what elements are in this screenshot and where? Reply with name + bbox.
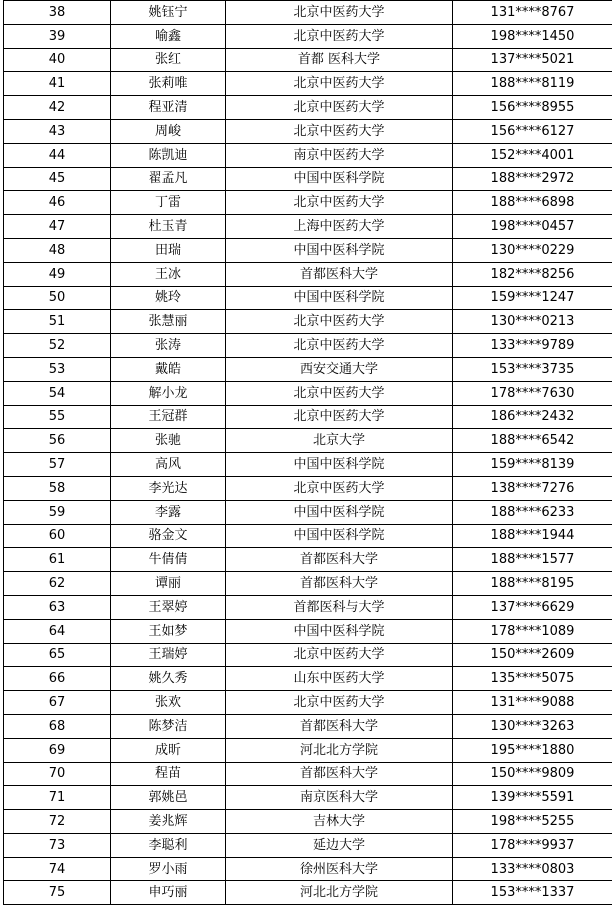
table-row <box>4 24 612 48</box>
cell-phone: 178****7630 <box>453 381 612 405</box>
cell-name: 程苗 <box>111 762 226 786</box>
cell-name: 周峻 <box>111 119 226 143</box>
cell-number: 44 <box>4 143 111 167</box>
cell-school: 南京中医药大学 <box>226 143 453 167</box>
cell-phone: 188****6542 <box>453 429 612 453</box>
cell-number: 53 <box>4 357 111 381</box>
table-row <box>4 167 612 191</box>
cell-phone: 159****1247 <box>453 286 612 310</box>
cell-phone: 131****8767 <box>453 1 612 25</box>
cell-name: 王翠婷 <box>111 595 226 619</box>
cell-school: 首都医科大学 <box>226 714 453 738</box>
cell-number: 62 <box>4 572 111 596</box>
cell-school: 首都医科大学 <box>226 262 453 286</box>
cell-school: 西安交通大学 <box>226 357 453 381</box>
table-row <box>4 143 612 167</box>
cell-name: 陈凯迪 <box>111 143 226 167</box>
cell-name: 张莉唯 <box>111 72 226 96</box>
roster-table-body <box>4 1 612 905</box>
cell-phone: 156****8955 <box>453 96 612 120</box>
cell-number: 52 <box>4 334 111 358</box>
cell-number: 43 <box>4 119 111 143</box>
cell-school: 吉林大学 <box>226 810 453 834</box>
cell-phone: 188****8195 <box>453 572 612 596</box>
table-row <box>4 714 612 738</box>
table-row <box>4 1 612 25</box>
cell-school: 南京医科大学 <box>226 786 453 810</box>
cell-number: 64 <box>4 619 111 643</box>
cell-school: 北京中医药大学 <box>226 643 453 667</box>
cell-name: 姚玲 <box>111 286 226 310</box>
cell-number: 55 <box>4 405 111 429</box>
cell-phone: 198****5255 <box>453 810 612 834</box>
cell-number: 71 <box>4 786 111 810</box>
cell-school: 北京中医药大学 <box>226 310 453 334</box>
cell-phone: 188****1944 <box>453 524 612 548</box>
table-row <box>4 262 612 286</box>
cell-number: 70 <box>4 762 111 786</box>
cell-number: 46 <box>4 191 111 215</box>
cell-school: 中国中医科学院 <box>226 524 453 548</box>
cell-name: 成昕 <box>111 738 226 762</box>
cell-phone: 188****2972 <box>453 167 612 191</box>
cell-phone: 138****7276 <box>453 476 612 500</box>
table-row <box>4 548 612 572</box>
cell-number: 42 <box>4 96 111 120</box>
cell-phone: 150****2609 <box>453 643 612 667</box>
cell-name: 郭姚邑 <box>111 786 226 810</box>
cell-name: 王冠群 <box>111 405 226 429</box>
cell-name: 丁雷 <box>111 191 226 215</box>
cell-name: 王如梦 <box>111 619 226 643</box>
cell-school: 上海中医药大学 <box>226 215 453 239</box>
cell-number: 69 <box>4 738 111 762</box>
cell-school: 北京中医药大学 <box>226 119 453 143</box>
cell-name: 姚久秀 <box>111 667 226 691</box>
cell-number: 68 <box>4 714 111 738</box>
cell-school: 延边大学 <box>226 833 453 857</box>
table-row <box>4 381 612 405</box>
cell-phone: 131****9088 <box>453 691 612 715</box>
cell-school: 河北北方学院 <box>226 881 453 905</box>
cell-school: 首都医科大学 <box>226 548 453 572</box>
cell-number: 49 <box>4 262 111 286</box>
table-row <box>4 595 612 619</box>
cell-number: 67 <box>4 691 111 715</box>
cell-phone: 153****1337 <box>453 881 612 905</box>
cell-school: 北京中医药大学 <box>226 334 453 358</box>
cell-phone: 153****3735 <box>453 357 612 381</box>
cell-phone: 137****5021 <box>453 48 612 72</box>
table-row <box>4 857 612 881</box>
cell-phone: 188****1577 <box>453 548 612 572</box>
table-row <box>4 191 612 215</box>
table-row <box>4 881 612 905</box>
cell-phone: 198****0457 <box>453 215 612 239</box>
cell-number: 39 <box>4 24 111 48</box>
cell-name: 张驰 <box>111 429 226 453</box>
cell-name: 罗小雨 <box>111 857 226 881</box>
cell-school: 北京中医药大学 <box>226 96 453 120</box>
cell-phone: 130****0229 <box>453 238 612 262</box>
table-row <box>4 334 612 358</box>
cell-name: 谭丽 <box>111 572 226 596</box>
table-row <box>4 310 612 334</box>
cell-number: 66 <box>4 667 111 691</box>
table-row <box>4 572 612 596</box>
cell-name: 王冰 <box>111 262 226 286</box>
cell-number: 51 <box>4 310 111 334</box>
cell-name: 解小龙 <box>111 381 226 405</box>
table-row <box>4 453 612 477</box>
cell-number: 73 <box>4 833 111 857</box>
cell-phone: 139****5591 <box>453 786 612 810</box>
cell-number: 47 <box>4 215 111 239</box>
cell-phone: 195****1880 <box>453 738 612 762</box>
cell-name: 李露 <box>111 500 226 524</box>
cell-name: 田瑞 <box>111 238 226 262</box>
cell-number: 58 <box>4 476 111 500</box>
table-row <box>4 96 612 120</box>
cell-school: 首都医科与大学 <box>226 595 453 619</box>
table-row <box>4 810 612 834</box>
cell-phone: 188****8119 <box>453 72 612 96</box>
cell-number: 38 <box>4 1 111 25</box>
cell-school: 中国中医科学院 <box>226 286 453 310</box>
cell-name: 牛倩倩 <box>111 548 226 572</box>
cell-school: 中国中医科学院 <box>226 453 453 477</box>
table-row <box>4 500 612 524</box>
table-row <box>4 786 612 810</box>
cell-number: 54 <box>4 381 111 405</box>
cell-name: 张涛 <box>111 334 226 358</box>
cell-school: 北京中医药大学 <box>226 381 453 405</box>
table-row <box>4 238 612 262</box>
cell-phone: 150****9809 <box>453 762 612 786</box>
cell-school: 北京大学 <box>226 429 453 453</box>
table-row <box>4 619 612 643</box>
cell-phone: 135****5075 <box>453 667 612 691</box>
cell-phone: 186****2432 <box>453 405 612 429</box>
cell-name: 姜兆辉 <box>111 810 226 834</box>
table-row <box>4 643 612 667</box>
cell-school: 河北北方学院 <box>226 738 453 762</box>
cell-school: 北京中医药大学 <box>226 1 453 25</box>
cell-school: 首都医科大学 <box>226 572 453 596</box>
cell-phone: 133****9789 <box>453 334 612 358</box>
cell-number: 75 <box>4 881 111 905</box>
cell-school: 北京中医药大学 <box>226 72 453 96</box>
cell-name: 杜玉青 <box>111 215 226 239</box>
table-row <box>4 72 612 96</box>
cell-phone: 188****6233 <box>453 500 612 524</box>
cell-phone: 133****0803 <box>453 857 612 881</box>
table-row <box>4 119 612 143</box>
cell-number: 48 <box>4 238 111 262</box>
cell-school: 徐州医科大学 <box>226 857 453 881</box>
table-row <box>4 833 612 857</box>
cell-name: 李聪利 <box>111 833 226 857</box>
cell-number: 63 <box>4 595 111 619</box>
cell-name: 骆金文 <box>111 524 226 548</box>
cell-phone: 137****6629 <box>453 595 612 619</box>
cell-number: 41 <box>4 72 111 96</box>
cell-school: 中国中医科学院 <box>226 167 453 191</box>
cell-school: 中国中医科学院 <box>226 619 453 643</box>
cell-number: 50 <box>4 286 111 310</box>
cell-name: 张欢 <box>111 691 226 715</box>
cell-name: 戴皓 <box>111 357 226 381</box>
cell-school: 北京中医药大学 <box>226 476 453 500</box>
cell-name: 高风 <box>111 453 226 477</box>
cell-phone: 152****4001 <box>453 143 612 167</box>
roster-table <box>3 0 612 905</box>
table-row <box>4 286 612 310</box>
table-row <box>4 429 612 453</box>
cell-school: 山东中医药大学 <box>226 667 453 691</box>
cell-phone: 178****9937 <box>453 833 612 857</box>
cell-name: 翟孟凡 <box>111 167 226 191</box>
cell-school: 首都医科大学 <box>226 762 453 786</box>
cell-phone: 178****1089 <box>453 619 612 643</box>
table-row <box>4 405 612 429</box>
cell-school: 首都 医科大学 <box>226 48 453 72</box>
cell-school: 北京中医药大学 <box>226 24 453 48</box>
table-row <box>4 215 612 239</box>
cell-phone: 130****0213 <box>453 310 612 334</box>
table-row <box>4 476 612 500</box>
cell-school: 中国中医科学院 <box>226 500 453 524</box>
table-row <box>4 691 612 715</box>
cell-phone: 182****8256 <box>453 262 612 286</box>
table-row <box>4 524 612 548</box>
cell-name: 陈梦洁 <box>111 714 226 738</box>
cell-school: 北京中医药大学 <box>226 691 453 715</box>
cell-number: 45 <box>4 167 111 191</box>
table-row <box>4 48 612 72</box>
cell-phone: 156****6127 <box>453 119 612 143</box>
cell-school: 中国中医科学院 <box>226 238 453 262</box>
cell-name: 姚钰宁 <box>111 1 226 25</box>
cell-phone: 130****3263 <box>453 714 612 738</box>
cell-phone: 198****1450 <box>453 24 612 48</box>
table-row <box>4 667 612 691</box>
cell-number: 72 <box>4 810 111 834</box>
cell-number: 61 <box>4 548 111 572</box>
cell-number: 60 <box>4 524 111 548</box>
cell-phone: 159****8139 <box>453 453 612 477</box>
cell-name: 申巧丽 <box>111 881 226 905</box>
cell-school: 北京中医药大学 <box>226 191 453 215</box>
cell-name: 李光达 <box>111 476 226 500</box>
cell-number: 74 <box>4 857 111 881</box>
cell-name: 程亚清 <box>111 96 226 120</box>
cell-number: 59 <box>4 500 111 524</box>
cell-phone: 188****6898 <box>453 191 612 215</box>
table-row <box>4 738 612 762</box>
cell-number: 40 <box>4 48 111 72</box>
cell-school: 北京中医药大学 <box>226 405 453 429</box>
table-row <box>4 762 612 786</box>
table-row <box>4 357 612 381</box>
cell-number: 65 <box>4 643 111 667</box>
cell-name: 王瑞婷 <box>111 643 226 667</box>
cell-name: 张红 <box>111 48 226 72</box>
cell-number: 56 <box>4 429 111 453</box>
cell-name: 喻鑫 <box>111 24 226 48</box>
cell-number: 57 <box>4 453 111 477</box>
cell-name: 张慧丽 <box>111 310 226 334</box>
